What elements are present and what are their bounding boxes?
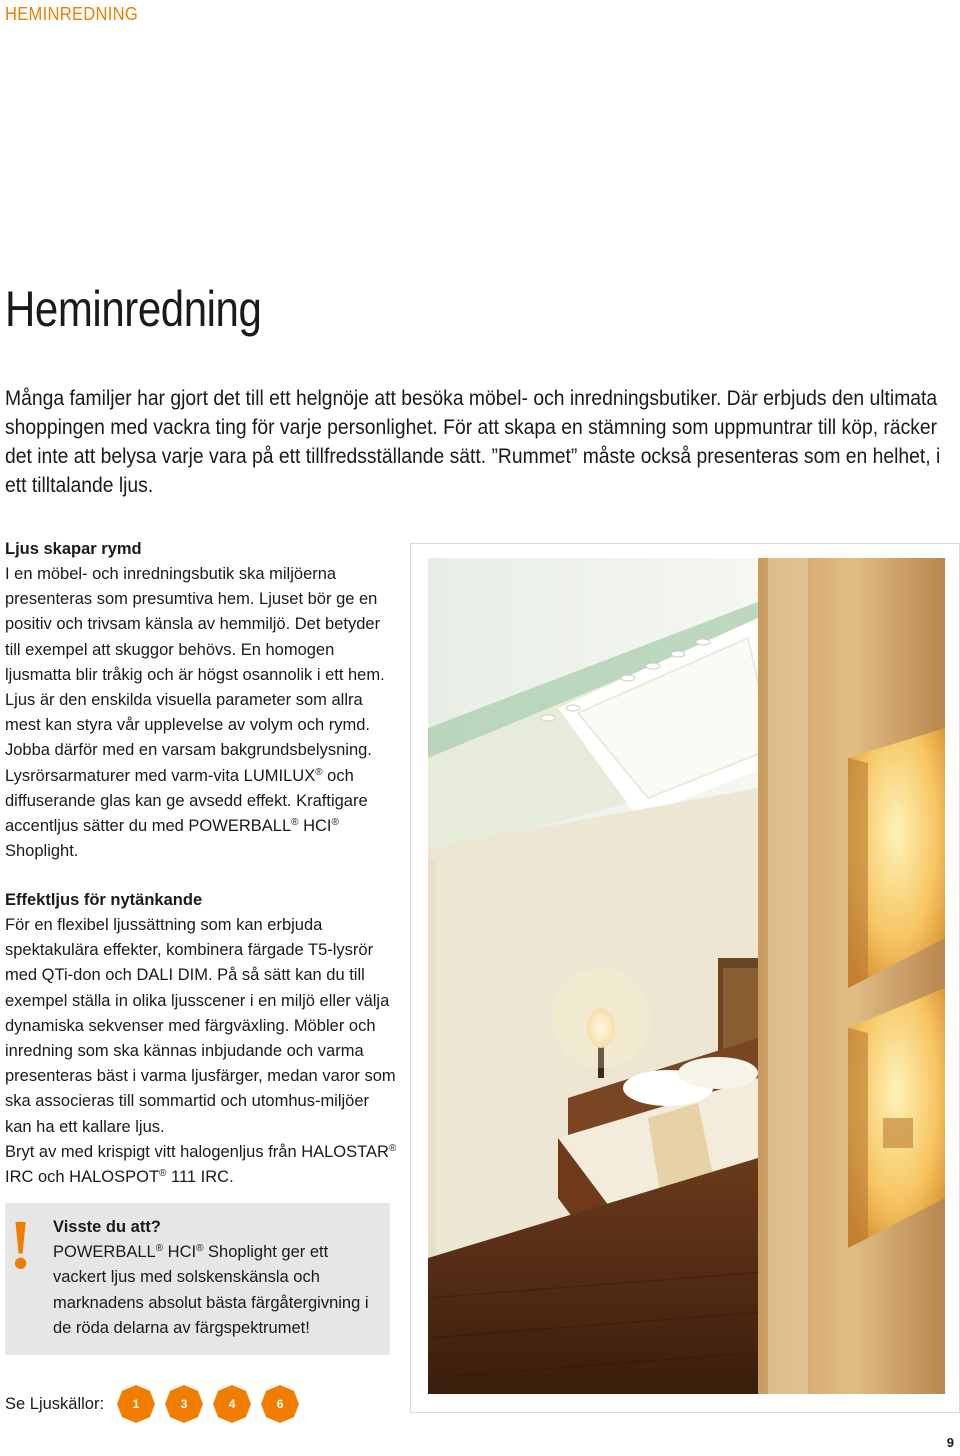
section-body: I en möbel- och inredningsbutik ska miljöerna presenteras som presumtiva hem. Ljuset bör ge en positiv och trivsam känsla av hemmiljö. Det betyder till exempel att skuggor behövs. En homogen ljusmatta blir tråkig och är högst osannolik i ett hem. Ljus är den enskilda visuella parameter som allra mest kan styra vår upplevelse av volym och rymd. Jobba därför med en varsam bakgrundsbelysning. Lysrörsarmaturer med varm-vita LUMILUX® och diffuserande glas kan ge avsedd effekt. Kraftigare accentljus sätter du med POWERBALL® HCI® Shoplight. [5, 565, 385, 861]
page-number: 9 [946, 1435, 954, 1450]
tip-text: POWERBALL® HCI® Shoplight ger ett vackert ljus med solskenskänsla och marknadens absolut bästa färgåtergivning i de röda delarna av färgspektrumet! [53, 1243, 369, 1337]
section-heading: Effektljus för nytänkande [5, 891, 203, 909]
light-source-refs [5, 1382, 308, 1426]
tip-heading: Visste du att? [53, 1218, 161, 1236]
section-light-space [5, 537, 400, 864]
source-badge[interactable]: 6 [260, 1384, 300, 1424]
source-badge[interactable]: 1 [116, 1384, 156, 1424]
tip-box [5, 1203, 390, 1355]
section-tag: HEMINREDNING [5, 4, 139, 24]
sources-label: Se Ljuskällor: [5, 1394, 105, 1413]
tip-body [53, 1215, 383, 1341]
section-body: För en flexibel ljussättning som kan erbjuda spektakulära effekter, kombinera färgade T5-lysrör med QTi-don och DALI DIM. På så sätt kan du till exempel ställa in olika ljusscener i en miljö eller välja dynamiska sekvenser med färgväxling. Möbler och inredning som ska kännas inbjudande och varma presenteras bäst i varma ljusfärger, medan varor som ska associeras till sommartid och utomhus-miljöer kan ha ett kallare ljus. Bryt av med krispigt vitt halogenljus från HALOSTAR® IRC och HALOSPOT® 111 IRC. [5, 916, 397, 1187]
exclamation-icon: ! [9, 1207, 33, 1284]
source-badge[interactable]: 4 [212, 1384, 252, 1424]
source-badge[interactable]: 3 [164, 1384, 204, 1424]
section-heading: Ljus skapar rymd [5, 540, 142, 558]
intro-paragraph: Många familjer har gjort det till ett helgnöje att besöka möbel- och inredningsbutiker. Där erbjuds den ultimata shoppingen med vackra ting för varje personlighet. För att skapa en stämning som uppmuntrar till köp, räcker det inte att belysa varje vara på ett tillfredsställande sätt. ”Rummet” måste också presenteras som en helhet, i ett tilltalande ljus. [5, 387, 941, 497]
section-effect-light [5, 888, 400, 1190]
page-title: Heminredning [5, 281, 262, 337]
bedroom-illustration [428, 558, 945, 1394]
bedroom-photo [428, 558, 945, 1394]
